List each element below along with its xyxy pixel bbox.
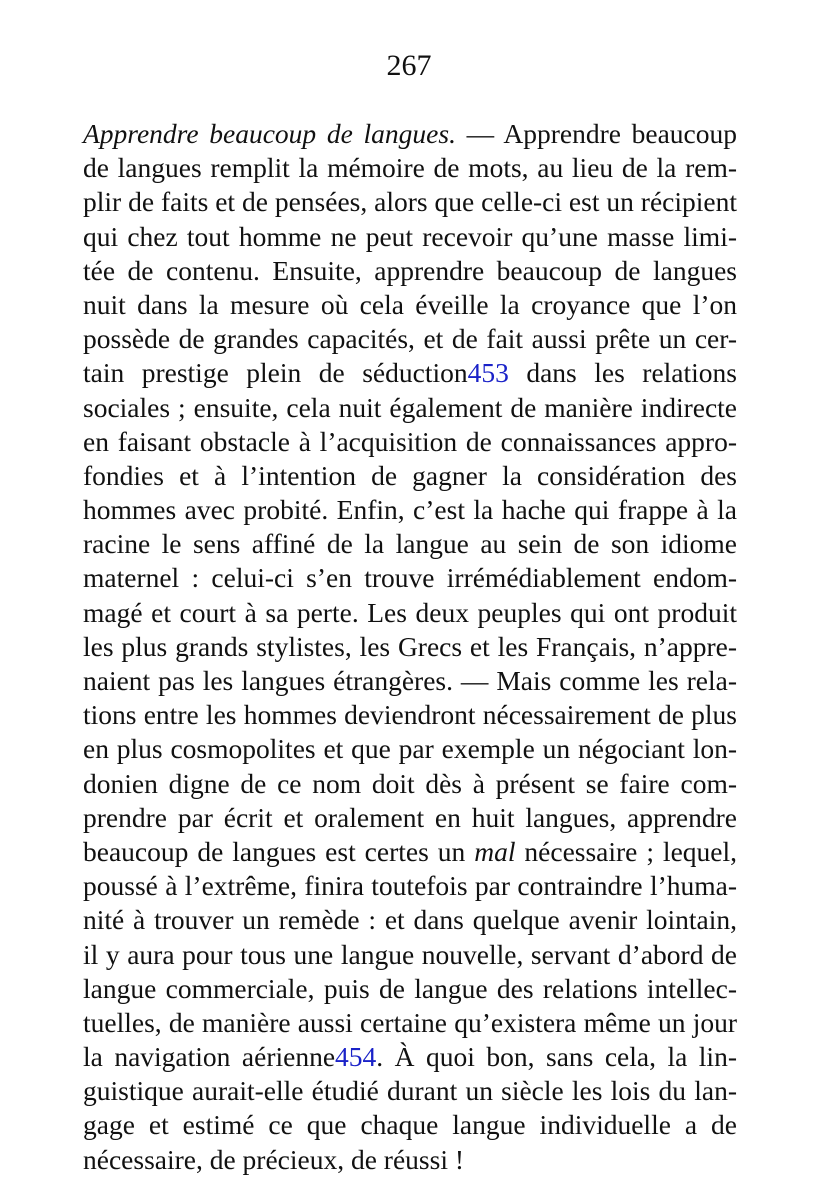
text-line: donien digne de ce nom doit dès à présent se faire com- bbox=[83, 767, 737, 799]
text-segment: la navigation aérienne bbox=[83, 1041, 336, 1073]
text-line: possède de grandes capacités, et de fait aussi prête un cer- bbox=[83, 323, 737, 355]
text-line: langue commerciale, puis de langue des relations intellec- bbox=[83, 972, 737, 1004]
text-segment: dans les relations bbox=[508, 357, 737, 389]
text-line: de langues remplit la mémoire de mots, au lieu de la rem- bbox=[83, 152, 737, 184]
text-line: magé et court à sa perte. Les deux peuples qui ont produit bbox=[83, 596, 737, 628]
text-line: en plus cosmopolites et que par exemple un négociant lon- bbox=[83, 733, 737, 765]
page-number: 267 bbox=[386, 49, 432, 82]
text-line: il y aura pour tous une langue nouvelle, servant d’abord de bbox=[83, 938, 737, 970]
text-line: racine le sens affiné de la langue au sein de son idiome bbox=[83, 528, 737, 560]
footnote-link-454[interactable]: 454 bbox=[335, 1041, 377, 1073]
text-line bbox=[83, 835, 737, 869]
text-line: tuelles, de manière aussi certaine qu’existera même un jour bbox=[83, 1006, 737, 1038]
text-segment: . À quoi bon, sans cela, la lin- bbox=[376, 1041, 737, 1073]
footnote-link-453[interactable]: 453 bbox=[467, 357, 509, 389]
text-line: qui chez tout homme ne peut recevoir qu’une masse limi- bbox=[83, 220, 737, 252]
text-line: maternel : celui-ci s’en trouve irrémédiablement endom- bbox=[83, 562, 737, 594]
text-line: hommes avec probité. Enfin, c’est la hache qui frappe à la bbox=[83, 494, 737, 526]
text-line bbox=[83, 1040, 737, 1074]
text-line: naient pas les langues étrangères. — Mais comme les rela- bbox=[83, 665, 737, 696]
text-line bbox=[83, 356, 737, 390]
text-line: les plus grands stylistes, les Grecs et les Français, n’appre- bbox=[83, 630, 737, 662]
section-heading: Apprendre beaucoup de langues. bbox=[83, 118, 456, 149]
text-segment: beaucoup de langues est certes un bbox=[83, 835, 475, 867]
text-line: nuit dans la mesure où cela éveille la croyance que l’on bbox=[83, 288, 737, 320]
text-line: fondies et à l’intention de gagner la considération des bbox=[83, 459, 737, 491]
text-line: tions entre les hommes deviendront nécessairement de plus bbox=[83, 699, 737, 731]
text-segment: nécessaire ; lequel, bbox=[515, 835, 737, 867]
text-line: en faisant obstacle à l’acquisition de connaissances appro- bbox=[83, 425, 737, 457]
text-segment: — Apprendre beaucoup bbox=[455, 118, 737, 149]
text-line: poussé à l’extrême, finira toutefois par contraindre l’huma- bbox=[83, 870, 737, 902]
text-line: guistique aurait-elle étudié durant un siècle les lois du lan- bbox=[83, 1075, 737, 1107]
text-line bbox=[83, 117, 737, 151]
text-line: nité à trouver un remède : et dans quelque avenir lointain, bbox=[83, 904, 737, 936]
text-line: tée de contenu. Ensuite, apprendre beaucoup de langues bbox=[83, 254, 737, 286]
text-line: sociales ; ensuite, cela nuit également de manière indirecte bbox=[83, 391, 737, 423]
emphasis-word: mal bbox=[474, 835, 516, 867]
body-paragraph bbox=[83, 117, 737, 1177]
text-line: gage et estimé ce que chaque langue individuelle a de bbox=[83, 1109, 737, 1141]
text-line: prendre par écrit et oralement en huit langues, apprendre bbox=[83, 801, 737, 833]
text-segment: tain prestige plein de séduction bbox=[83, 357, 468, 389]
text-line: plir de faits et de pensées, alors que celle-ci est un récipient bbox=[83, 186, 737, 218]
text-line: nécessaire, de précieux, de réussi ! bbox=[83, 1143, 464, 1175]
